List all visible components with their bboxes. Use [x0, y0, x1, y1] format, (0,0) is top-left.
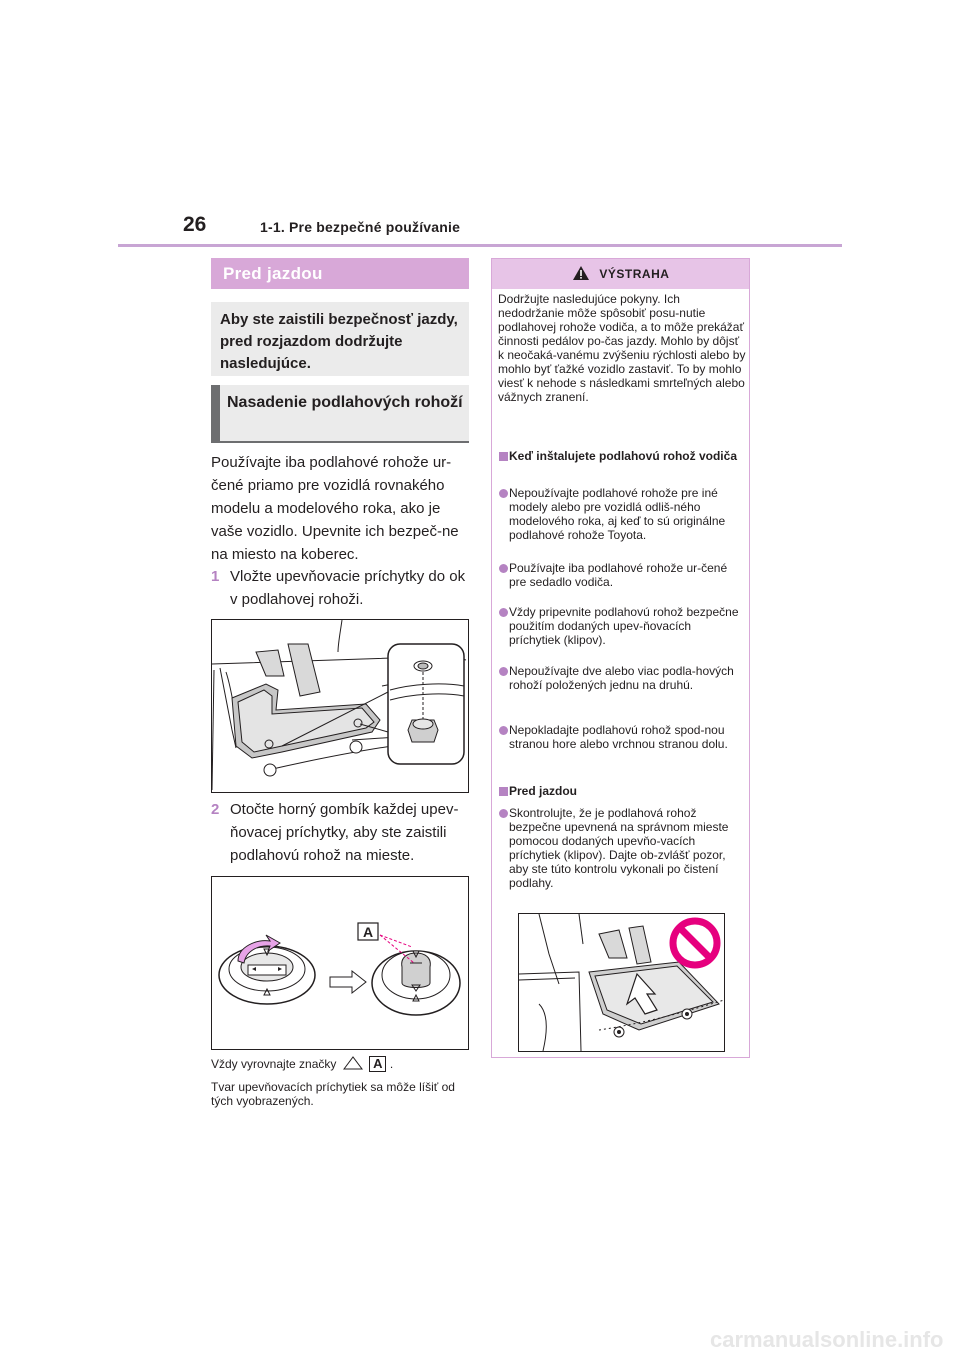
figure-label-a: A: [362, 924, 374, 940]
label-a-box: A: [369, 1056, 386, 1072]
warning-section-2: Pred jazdou: [509, 784, 578, 798]
warning-bullet: Nepoužívajte podlahové rohože pre iné modely alebo pre vozidlá odliš-ného modelového roka, aj keď to sú originálne podlahové rohože Toyota.: [509, 486, 726, 542]
caption-align-marks: [211, 1056, 469, 1072]
bullet-icon: [499, 564, 508, 573]
bullet-icon: [499, 489, 508, 498]
intro-box: Aby ste zaistili bezpečnosť jazdy, pred rozjazdom dodržujte nasledujúce.: [211, 302, 469, 376]
warning-title: VÝSTRAHA: [599, 267, 670, 281]
warning-bullet: Vždy pripevnite podlahovú rohož bezpečne použitím dodaných upev-ňovacích príchytiek (klipov).: [509, 605, 739, 647]
section-square-icon: [499, 787, 508, 796]
warning-section-1: Keď inštalujete podlahovú rohož vodiča: [509, 449, 737, 463]
body-paragraph: Používajte iba podlahové rohože ur-čené priamo pre vozidlá rovnakého modelu a modelového roka, ako je vaše vozidlo. Upevnite ich bezpeč-ne na miesto na koberec.: [211, 454, 459, 563]
warning-bullet: Skontrolujte, že je podlahová rohož bezpečne upevnená na správnom mieste pomocou dodaných upevňo-vacích príchytiek (klipov). Dajte ob-zvlášť pozor, aby ste túto kontrolu vykonali po čistení podlahy.: [509, 806, 729, 890]
warning-triangle-icon: [572, 265, 590, 281]
warning-header: [492, 259, 749, 289]
caption-period: .: [389, 1057, 394, 1071]
warning-bullet: Nepoužívajte dve alebo viac podla-hových rohoží položených jednu na druhú.: [509, 664, 734, 692]
watermark-logo: [0, 1321, 960, 1358]
floor-mat-figure: [211, 619, 469, 793]
clip-rotation-figure: [211, 876, 469, 1050]
bullet-icon: [499, 726, 508, 735]
warning-intro: Dodržujte nasledujúce pokyny. Ich nedodržanie môže spôsobiť posu-nutie podlahovej rohože vodiča, a to môže prekážať činnosti pedálov po-čas jazdy. Mohlo by dôjsť k neočaká-vanému zvýšeniu rýchlosti alebo by mohlo byť ťažké vozidlo zastaviť. To by mohlo viesť k nehode s následkami smrteľných alebo vážnych zranení.: [498, 292, 746, 404]
page-number: 26: [183, 213, 207, 236]
caption-shape-note: Tvar upevňovacích príchytiek sa môže líšiť od tých vyobrazených.: [211, 1080, 455, 1108]
bullet-icon: [499, 608, 508, 617]
section-square-icon: [499, 452, 508, 461]
floor-mat-illustration: [212, 620, 468, 792]
step-number: 1: [211, 568, 220, 585]
bullet-icon: [499, 667, 508, 676]
warning-box: [491, 258, 750, 1058]
bullet-icon: [499, 809, 508, 818]
warning-bullet: Používajte iba podlahové rohože ur-čené pre sedadlo vodiča.: [509, 561, 728, 589]
step-2: [211, 798, 469, 867]
step-number: 2: [211, 801, 220, 818]
step-1: [211, 565, 469, 611]
caption-text: Vždy vyrovnajte značky: [211, 1057, 337, 1071]
improper-mat-figure: [518, 913, 725, 1052]
clip-rotation-illustration: [212, 877, 468, 1049]
triangle-mark-icon: [342, 1056, 364, 1070]
step-text: Vložte upevňovacie príchytky do ok v podlahovej rohoži.: [230, 568, 466, 608]
watermark-text: carmanualsonline.info: [710, 1327, 944, 1352]
prohibited-icon: [668, 916, 722, 970]
subheading: Nasadenie podlahových rohoží: [211, 385, 469, 441]
header-rule: [118, 244, 842, 247]
section-title: 1-1. Pre bezpečné používanie: [260, 219, 461, 235]
subheading-rule: [211, 441, 469, 443]
warning-bullet: Nepokladajte podlahovú rohož spod-nou stranou hore alebo vrchnou stranou dolu.: [509, 723, 728, 751]
footer-watermark: [0, 1321, 960, 1358]
topic-title-bar: Pred jazdou: [211, 258, 469, 289]
step-text: Otočte horný gombík každej upev-ňovacej príchytky, aby ste zaistili podlahovú rohož na mieste.: [230, 801, 459, 864]
